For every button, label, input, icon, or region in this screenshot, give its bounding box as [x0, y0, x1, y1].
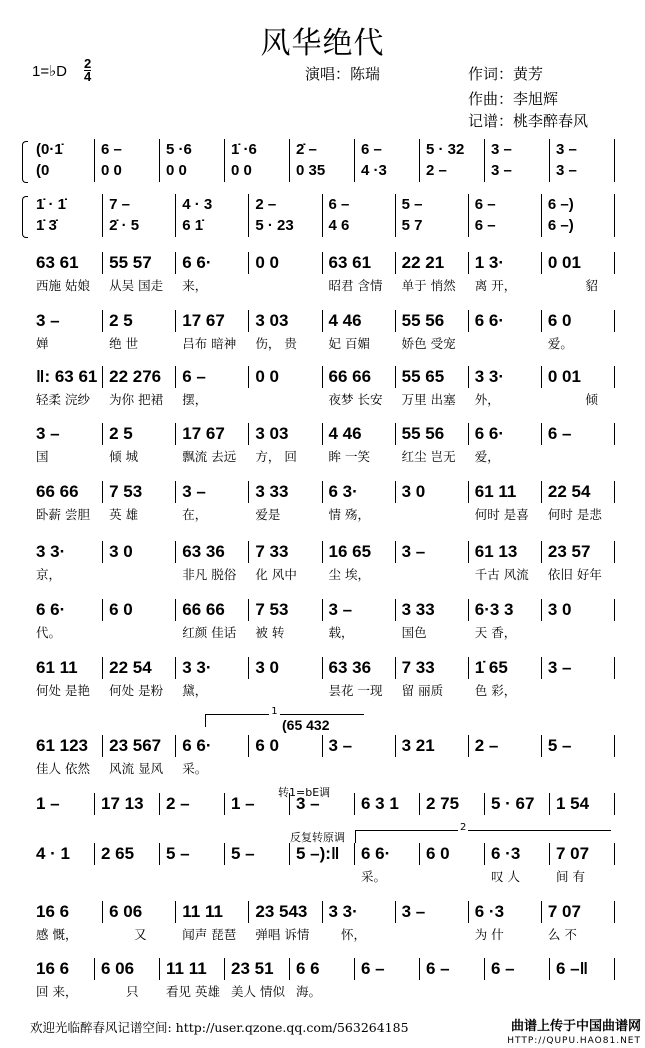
measure: 6 –‖: [550, 958, 615, 980]
measure: 3 03: [249, 310, 322, 332]
lyric-measure: 为 什: [474, 927, 504, 942]
measure: 2̇ –: [290, 139, 355, 161]
lyrics-row: [30, 926, 615, 944]
measure: 16 6: [30, 958, 95, 980]
measure: 4 46: [323, 310, 396, 332]
lyric-measure: 吕布 暗神: [182, 336, 237, 351]
lyrics-row: [30, 448, 615, 466]
notation-row: [30, 252, 615, 274]
lyric-measure: 尘 埃，: [328, 567, 370, 582]
measure: 23 543: [249, 901, 322, 923]
volta-1-label: 1: [271, 706, 278, 717]
lyric-measure: 国色: [401, 625, 427, 640]
return-key-marking: 反复转原调: [290, 831, 345, 844]
measure: 3 –: [485, 139, 550, 161]
measure: 6 3·: [323, 481, 396, 503]
lyric-measure: 代。: [36, 625, 62, 640]
measure: 6 6·: [30, 599, 103, 621]
intro-upper-voice: [30, 139, 615, 161]
lyric-measure: [396, 760, 469, 778]
notation-row: [30, 541, 615, 563]
lyric-measure: 爱是: [255, 507, 281, 522]
lyrics-row: [30, 506, 615, 524]
measure: 5 –):‖: [290, 843, 355, 865]
lyric-measure: 看见 英雄: [166, 984, 220, 999]
measure: 4 ·3: [355, 160, 420, 182]
lyric-measure: 采。: [182, 761, 208, 776]
lyric-measure: 昙花 一现: [328, 683, 383, 698]
modulation-marking: 转1=bE调: [278, 786, 331, 799]
measure: 0 0: [95, 160, 160, 182]
lyric-measure: 轻柔 浣纱: [36, 392, 90, 407]
lyric-measure: 从吴 国走: [109, 278, 164, 293]
measure: 11 11: [176, 901, 249, 923]
notation-row: [30, 481, 615, 503]
measure: 2̇ · 5: [103, 215, 176, 237]
measure: 3 –: [290, 793, 355, 815]
lyric-measure: 叹 人: [491, 869, 520, 884]
measure: 66 66: [176, 599, 249, 621]
measure: 23 57: [542, 541, 615, 563]
lyric-measure: [396, 926, 469, 944]
measure: 2 –: [249, 194, 322, 216]
lyric-measure: [249, 391, 322, 409]
measure: 63 61: [30, 252, 103, 274]
measure: 6 –: [542, 423, 615, 445]
lyrics-row: [30, 335, 615, 353]
lyric-measure: 载，: [328, 625, 354, 640]
measure: 3 0: [249, 657, 322, 679]
measure: 6 0: [249, 735, 322, 757]
lyric-measure: [420, 983, 485, 1001]
lyric-measure: 摆，: [182, 392, 208, 407]
measure: 61 11: [469, 481, 542, 503]
lyrics-row: [30, 983, 615, 1001]
lyric-measure: 只: [101, 984, 139, 999]
intro-lower-voice: [30, 215, 615, 237]
lyric-measure: 方， 回: [255, 449, 297, 464]
lyric-measure: 京，: [36, 567, 62, 582]
measure: 61 11: [30, 657, 103, 679]
lyric-measure: 倾 城: [109, 449, 139, 464]
measure: 1̇ 65: [469, 657, 542, 679]
measure: 4 · 1: [30, 843, 95, 865]
measure: 3 21: [396, 735, 469, 757]
lyric-measure: 貂: [547, 278, 598, 293]
lyric-measure: [30, 868, 95, 886]
lyric-measure: 单于 悄然: [401, 278, 456, 293]
measure: 2 –: [160, 793, 225, 815]
measure: 3 –: [176, 481, 249, 503]
volta-2: [355, 822, 611, 843]
measure: 7 33: [249, 541, 322, 563]
lyric-measure: 何时 是悲: [547, 507, 602, 522]
lyric-measure: [550, 983, 615, 1001]
measure: 6 –: [355, 139, 420, 161]
volta-2-label: 2: [460, 822, 467, 833]
measure: 1̇ 3̇: [30, 215, 103, 237]
measure: 6 0: [542, 310, 615, 332]
lyrics-row: [30, 760, 615, 778]
lyric-measure: 为你 把裙: [109, 392, 164, 407]
lyric-measure: 依旧 好年: [547, 567, 602, 582]
measure: 3 33: [249, 481, 322, 503]
measure: 6 –: [176, 366, 249, 388]
measure: 6 6·: [469, 423, 542, 445]
measure: 23 567: [103, 735, 176, 757]
lyric-measure: 黛，: [182, 683, 208, 698]
measure: 6 ·3: [485, 843, 550, 865]
measure: 7 53: [249, 599, 322, 621]
measure: 23 51: [225, 958, 290, 980]
measure: 5 ·6: [160, 139, 225, 161]
lyric-measure: [249, 277, 322, 295]
lyric-measure: 娇色 受宠: [401, 336, 456, 351]
measure: 3 –: [30, 423, 103, 445]
lyric-measure: 何处 是粉: [109, 683, 164, 698]
measure: 16 65: [323, 541, 396, 563]
lyric-measure: [103, 624, 176, 642]
measure: 5 –: [225, 843, 290, 865]
lyric-measure: 色 彩，: [474, 683, 517, 698]
measure: 0 0: [225, 160, 290, 182]
measure: 5 · 32: [420, 139, 485, 161]
lyric-measure: 情 殇，: [328, 507, 370, 522]
lyric-measure: 何处 是艳: [36, 683, 90, 698]
measure: 3 –: [396, 901, 469, 923]
volta-1-notes: (65 432: [282, 717, 330, 733]
measure: 4 46: [323, 423, 396, 445]
lyric-measure: 国: [36, 449, 49, 464]
measure: 6 6·: [176, 252, 249, 274]
notation-row: [30, 310, 615, 332]
intro-lower-voice: [30, 160, 615, 182]
measure: 66 66: [30, 481, 103, 503]
measure: 6 –: [485, 958, 550, 980]
lyric-measure: [485, 983, 550, 1001]
lyric-measure: [249, 760, 322, 778]
lyric-measure: 何时 是喜: [474, 507, 529, 522]
lyrics-row: [30, 566, 615, 584]
measure: 63 36: [323, 657, 396, 679]
watermark-text: 曲谱上传于中国曲谱网: [510, 1019, 641, 1034]
measure: 3 03: [249, 423, 322, 445]
measure: 3 –: [542, 657, 615, 679]
measure: 2 –: [420, 160, 485, 182]
composer-credit: 作曲：李旭辉: [468, 90, 559, 108]
measure: 3 0: [103, 541, 176, 563]
measure: 2 5: [103, 310, 176, 332]
lyric-measure: 万里 出塞: [401, 392, 456, 407]
measure: 6 –: [420, 958, 485, 980]
measure: 17 67: [176, 310, 249, 332]
measure: 6 1̇: [176, 215, 249, 237]
measure: 3 33: [396, 599, 469, 621]
lyric-measure: 海。: [296, 984, 322, 999]
notation-row: [30, 423, 615, 445]
measure: 0 0: [249, 366, 322, 388]
measure: 7 –: [103, 194, 176, 216]
measure: 1̇ · 1̇: [30, 194, 103, 216]
lyric-measure: [225, 868, 290, 886]
lyric-measure: 又: [109, 927, 147, 942]
notation-row: [30, 657, 615, 679]
lyric-measure: 爱，: [474, 449, 500, 464]
measure: 61 123: [30, 735, 103, 757]
lyric-measure: [469, 335, 542, 353]
measure: 6 –: [469, 194, 542, 216]
measure: 6 –: [469, 215, 542, 237]
measure: 1 54: [550, 793, 615, 815]
watermark-url: HTTP://QUPU.HAO81.NET: [507, 1036, 641, 1046]
lyric-measure: 妃 百媚: [328, 336, 370, 351]
lyric-measure: 离 开，: [474, 278, 517, 293]
notation-row: [30, 735, 615, 757]
measure: 0 0: [160, 160, 225, 182]
lyric-measure: 佳人 依然: [36, 761, 90, 776]
lyric-measure: 弹唱 诉情: [255, 927, 310, 942]
lyric-measure: 被 转: [255, 625, 285, 640]
lyric-measure: 婵: [36, 336, 49, 351]
measure: 4 · 3: [176, 194, 249, 216]
key-signature: 1=♭D: [32, 63, 68, 80]
measure: ‖: 63 61: [30, 366, 103, 388]
measure: 5 –: [396, 194, 469, 216]
measure: 55 56: [396, 423, 469, 445]
lyric-measure: [469, 760, 542, 778]
lyric-measure: 倾: [547, 392, 598, 407]
measure: 6 ·3: [469, 901, 542, 923]
lyric-measure: 红尘 岂无: [401, 449, 456, 464]
lyric-measure: 美人 情似: [231, 984, 285, 999]
measure: 5 7: [396, 215, 469, 237]
measure: 5 –: [542, 735, 615, 757]
measure: 5 –: [160, 843, 225, 865]
measure: 22 54: [103, 657, 176, 679]
measure: 3 –: [550, 139, 615, 161]
measure: 63 36: [176, 541, 249, 563]
lyric-measure: [249, 682, 322, 700]
lyric-measure: [396, 506, 469, 524]
measure: 7 33: [396, 657, 469, 679]
lyric-measure: [542, 760, 615, 778]
lyric-measure: 非凡 脱俗: [182, 567, 237, 582]
lyric-measure: 怀，: [328, 927, 367, 942]
lyric-measure: 回 来，: [36, 984, 78, 999]
measure: 1 –: [30, 793, 95, 815]
measure: 6 3 1: [355, 793, 420, 815]
measure: 6 –: [95, 139, 160, 161]
lyrics-row: [30, 391, 615, 409]
measure: 17 13: [95, 793, 160, 815]
measure: 63 61: [323, 252, 396, 274]
song-title: 风华绝代: [260, 26, 385, 61]
measure: 6 –): [542, 194, 615, 216]
lyric-measure: 飘流 去远: [182, 449, 237, 464]
lyric-measure: [542, 624, 615, 642]
measure: 0 01: [542, 252, 615, 274]
notation-row: [30, 901, 615, 923]
measure: 6 –): [542, 215, 615, 237]
notation-row: [30, 843, 615, 865]
notation-row: [30, 599, 615, 621]
lyric-measure: 间 有: [556, 869, 585, 884]
measure: 7 07: [550, 843, 615, 865]
measure: (0·1̇: [30, 139, 95, 161]
lyric-measure: 千古 风流: [474, 567, 529, 582]
measure: 1̇ ·6: [225, 139, 290, 161]
measure: 6 –: [355, 958, 420, 980]
lyric-measure: [323, 760, 396, 778]
measure: 3 0: [396, 481, 469, 503]
measure: 2 –: [469, 735, 542, 757]
measure: 0 0: [249, 252, 322, 274]
lyric-measure: 夜梦 长安: [328, 392, 383, 407]
measure: 6 06: [95, 958, 160, 980]
footer-text: 欢迎光临醉春风记谱空间: http://user.qzone.qq.com/563264185: [30, 1020, 409, 1035]
lyric-measure: 感 慨，: [36, 927, 78, 942]
lyric-measure: 风流 显风: [109, 761, 164, 776]
measure: 2 65: [95, 843, 160, 865]
measure: 55 57: [103, 252, 176, 274]
lyrics-row: [30, 277, 615, 295]
lyric-measure: 留 丽质: [401, 683, 444, 698]
transcriber-credit: 记谱：桃李醉春风: [468, 112, 589, 130]
measure: 1 –: [225, 793, 290, 815]
lyrics-row: [30, 682, 615, 700]
measure: 3 –: [550, 160, 615, 182]
measure: 4 6: [323, 215, 396, 237]
measure: 16 6: [30, 901, 103, 923]
lyric-measure: [160, 868, 225, 886]
lyric-measure: 卧薪 尝胆: [36, 507, 90, 522]
lyricist-credit: 作词：黄芳: [468, 65, 544, 83]
lyric-measure: [290, 868, 355, 886]
measure: 3 –: [485, 160, 550, 182]
measure: 5 · 23: [249, 215, 322, 237]
lyric-measure: 化 风中: [255, 567, 297, 582]
measure: 22 276: [103, 366, 176, 388]
measure: 3 –: [323, 599, 396, 621]
lyric-measure: [420, 868, 485, 886]
lyric-measure: 天 香，: [474, 625, 517, 640]
measure: 1 3·: [469, 252, 542, 274]
measure: 66 66: [323, 366, 396, 388]
lyric-measure: [95, 868, 160, 886]
lyric-measure: 么 不: [547, 927, 577, 942]
measure: 22 54: [542, 481, 615, 503]
time-signature-top: 2: [84, 56, 92, 71]
measure: 6 –: [323, 194, 396, 216]
measure: 3 0: [542, 599, 615, 621]
measure: 6 6·: [355, 843, 420, 865]
lyric-measure: 伤， 贵: [255, 336, 297, 351]
lyric-measure: [103, 566, 176, 584]
measure: 6 6: [290, 958, 355, 980]
measure: 6 6·: [469, 310, 542, 332]
measure: 61 13: [469, 541, 542, 563]
system-brace: [22, 141, 28, 183]
lyric-measure: 英 雄: [109, 507, 139, 522]
lyric-measure: 采。: [361, 869, 387, 884]
measure: 17 67: [176, 423, 249, 445]
measure: 6 0: [103, 599, 176, 621]
time-signature: [84, 58, 91, 83]
watermark: [507, 1020, 641, 1048]
lyrics-row: [30, 624, 615, 642]
lyric-measure: [355, 983, 420, 1001]
measure: 3 3·: [469, 366, 542, 388]
lyric-measure: [396, 566, 469, 584]
measure: 11 11: [160, 958, 225, 980]
measure: 55 65: [396, 366, 469, 388]
time-signature-bottom: 4: [84, 69, 92, 84]
lyric-measure: 昭君 含情: [328, 278, 383, 293]
lyrics-row: [30, 868, 615, 886]
lyric-measure: 眸 一笑: [328, 449, 370, 464]
lyric-measure: 在，: [182, 507, 208, 522]
measure: 6 0: [420, 843, 485, 865]
measure: 0 01: [542, 366, 615, 388]
measure: 3 –: [30, 310, 103, 332]
measure: 7 07: [542, 901, 615, 923]
measure: 6 6·: [176, 735, 249, 757]
lyric-measure: 西施 姑娘: [36, 278, 90, 293]
notation-row: [30, 958, 615, 980]
lyric-measure: 外，: [474, 392, 500, 407]
measure: 0 35: [290, 160, 355, 182]
lyric-measure: 爱。: [547, 336, 573, 351]
measure: 2 5: [103, 423, 176, 445]
lyric-measure: [542, 682, 615, 700]
measure: 6 06: [103, 901, 176, 923]
lyric-measure: [542, 448, 615, 466]
measure: 55 56: [396, 310, 469, 332]
measure: 6·3 3: [469, 599, 542, 621]
measure: (0: [30, 160, 95, 182]
singer-credit: 演唱：陈瑞: [305, 65, 381, 83]
measure: 2 75: [420, 793, 485, 815]
measure: 3 –: [396, 541, 469, 563]
measure: 5 · 67: [485, 793, 550, 815]
measure: 3 3·: [323, 901, 396, 923]
measure: 22 21: [396, 252, 469, 274]
notation-row: [30, 366, 615, 388]
lyric-measure: 绝 世: [109, 336, 139, 351]
lyric-measure: 闻声 琵琶: [182, 927, 237, 942]
measure: 3 3·: [176, 657, 249, 679]
intro-upper-voice: [30, 194, 615, 216]
system-brace: [22, 196, 28, 238]
measure: 3 –: [323, 735, 396, 757]
measure: 3 3·: [30, 541, 103, 563]
lyric-measure: 红颜 佳话: [182, 625, 237, 640]
lyric-measure: 来，: [182, 278, 208, 293]
measure: 7 53: [103, 481, 176, 503]
